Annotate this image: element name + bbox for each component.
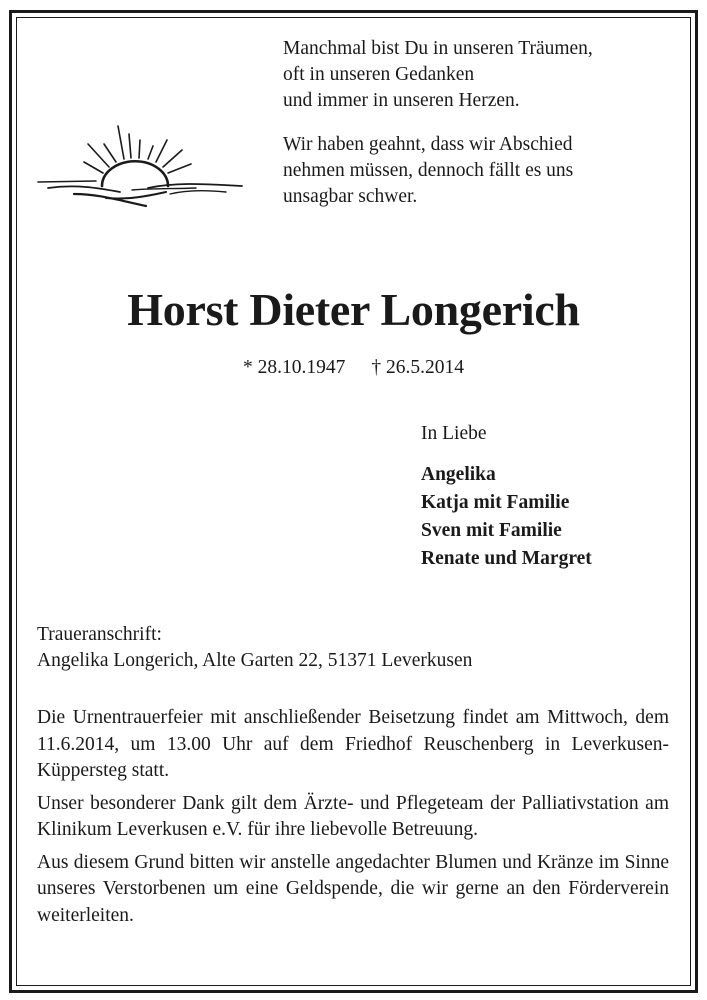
funeral-info-paragraph: Die Urnentrauerfeier mit anschließender Beisetzung findet am Mittwoch, dem 11.6.2014, um 13.00 Uhr auf dem Friedhof Reuschenberg in Leverkusen-Küppersteg statt. xyxy=(37,707,669,781)
address-line: Angelika Longerich, Alte Garten 22, 51371 Leverkusen xyxy=(37,650,473,671)
thanks-paragraph: Unser besonderer Dank gilt dem Ärzte- und Pflegeteam der Palliativstation am Klinikum Leverkusen e.V. für ihre liebevolle Betreuung. xyxy=(37,792,669,840)
poem-line: Manchmal bist Du in unseren Träumen, xyxy=(283,38,593,59)
poem-line: oft in unseren Gedanken xyxy=(283,64,475,85)
announcement-text xyxy=(37,705,669,935)
mourner-name: Renate und Margret xyxy=(421,548,592,569)
poem-line: Wir haben geahnt, dass wir Abschied xyxy=(283,134,573,155)
death-date: † 26.5.2014 xyxy=(371,357,464,378)
mourning-address xyxy=(37,622,472,674)
donation-paragraph: Aus diesem Grund bitten wir anstelle angedachter Blumen und Kränze im Sinne unseres Verstorbenen um eine Geldspende, die wir gerne an den Förderverein weiterleiten. xyxy=(37,851,669,926)
poem-stanza-2 xyxy=(283,132,693,210)
mourner-name: Angelika xyxy=(421,464,496,485)
address-label: Traueranschrift: xyxy=(37,624,162,645)
poem xyxy=(283,36,693,228)
poem-line: unsagbar schwer. xyxy=(283,186,418,207)
deceased-name: Horst Dieter Longerich xyxy=(127,284,580,335)
mourners-list xyxy=(421,461,592,573)
mourner-name: Sven mit Familie xyxy=(421,520,562,541)
sunset-over-horizon-icon xyxy=(36,118,246,210)
life-dates xyxy=(0,355,707,381)
poem-stanza-1 xyxy=(283,36,693,114)
poem-line: nehmen müssen, dennoch fällt es uns xyxy=(283,160,574,181)
birth-date: * 28.10.1947 xyxy=(243,357,346,378)
mourners-intro: In Liebe xyxy=(421,423,487,444)
poem-line: und immer in unseren Herzen. xyxy=(283,90,520,111)
mourner-name: Katja mit Familie xyxy=(421,492,570,513)
